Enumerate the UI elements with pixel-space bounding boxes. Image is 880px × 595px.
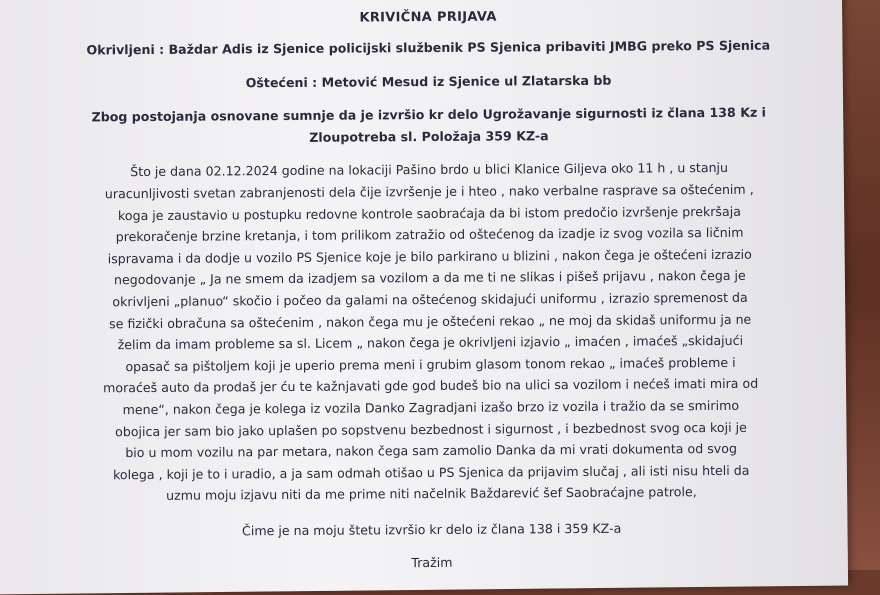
body-line: Što je dana 02.12.2024 godine na lokaciji Pašino brdo u blici Klanice Giljeva oko 11 h , u stanju	[130, 160, 729, 180]
grounds-line-2: Zloupotreba sl. Položaja 359 KZ-a	[309, 127, 549, 145]
conclusion-line: Čime je na moju štetu izvršio kr delo iz člana 138 i 359 KZ-a	[241, 520, 622, 539]
body-line: koga je zaustavio u postupku redovne kontrole saobraćaja da bi istom predočio izvršenje prekršaja	[117, 203, 741, 223]
body-line: prekoračenje brzine kretanja, i tom prilikom zatražio od oštećenog da izadje iz svog vozila sa ličnim	[115, 224, 744, 245]
body-line: mene“, nakon čega je kolega iz vozila Danko Zagradjani izašo brzo iz vozila i tražio da se smirimo	[122, 397, 740, 418]
body-line: uracunljivosti svetan zabranjenosti dela čije izvršenje je i hteo , nako verbalne rasprave sa oštećenim ,	[104, 181, 754, 202]
document-title: KRIVIČNA PRIJAVA	[359, 9, 497, 26]
body-line: obojica jer sam bio jako uplašen po sopstvenu bezbednost i sigurnost , i bezbednost svog oca koji je	[115, 419, 747, 439]
victim-line: Oštećeni : Metović Mesud iz Sjenice ul Zlatarska bb	[245, 72, 612, 90]
body-line: opasač sa pištoljem koji je uperio prema meni i grubim glasom tonom rekao „ imaćeš probleme i	[125, 354, 736, 374]
body-line: negodovanje „ Ja ne smem da izadjem sa vozilom a da me ti ne slikas i pišeš prijavu , nakon čega je	[113, 268, 746, 288]
body-line: želim da imam probleme sa sl. Licem „ nakon čega je okrivljeni izjavio „ imaćen , imaćeš „skidajući	[117, 332, 744, 353]
request-line: Tražim	[411, 555, 453, 571]
body-line: se fizički obračuna sa oštećenim , nakon čega mu je oštećeni rekao „ ne moj da skidaš uniformu ja ne	[109, 311, 752, 331]
body-line: kolega , koji je to i uradio, a ja sam odmah otišao u PS Sjenica da prijavim slučaj , ali isti nisu hteli da	[112, 462, 750, 482]
body-line: okrivljeni „planuo“ skočio i počeo da galami na oštećenog skidajući uniformu , izrazio spremenost da	[112, 289, 748, 310]
accused-line: Okrivljeni : Baždar Adis iz Sjenice policijski službenik PS Sjenica pribaviti JMBG preko PS Sjenica	[86, 37, 771, 58]
grounds-line-1: Zbog postojanja osnovane sumnje da je izvršio kr delo Ugrožavanje sigurnosti iz člana 138 Kz i	[91, 104, 767, 125]
body-line: ispravama i da dodje u vozilo PS Sjenice koje je bilo parkirano u blizini , nakon čega je oštećeni izrazio	[107, 246, 752, 266]
body-paragraph	[79, 157, 781, 507]
body-line: bio u mom vozilu na par metara, nakon čega sam zamolio Danka da mi vrati dokumenta od svog	[125, 440, 737, 461]
document-content	[78, 8, 782, 577]
body-line: moraćeš auto da prodaš jer ću te kažnjavati gde god budeš bio na ulici sa vozilom i nećeš imati mira od	[103, 376, 759, 396]
body-line: uzmu moju izjavu niti da me prime niti načelnik Baždarević šef Saobraćajne patrole,	[166, 484, 697, 504]
